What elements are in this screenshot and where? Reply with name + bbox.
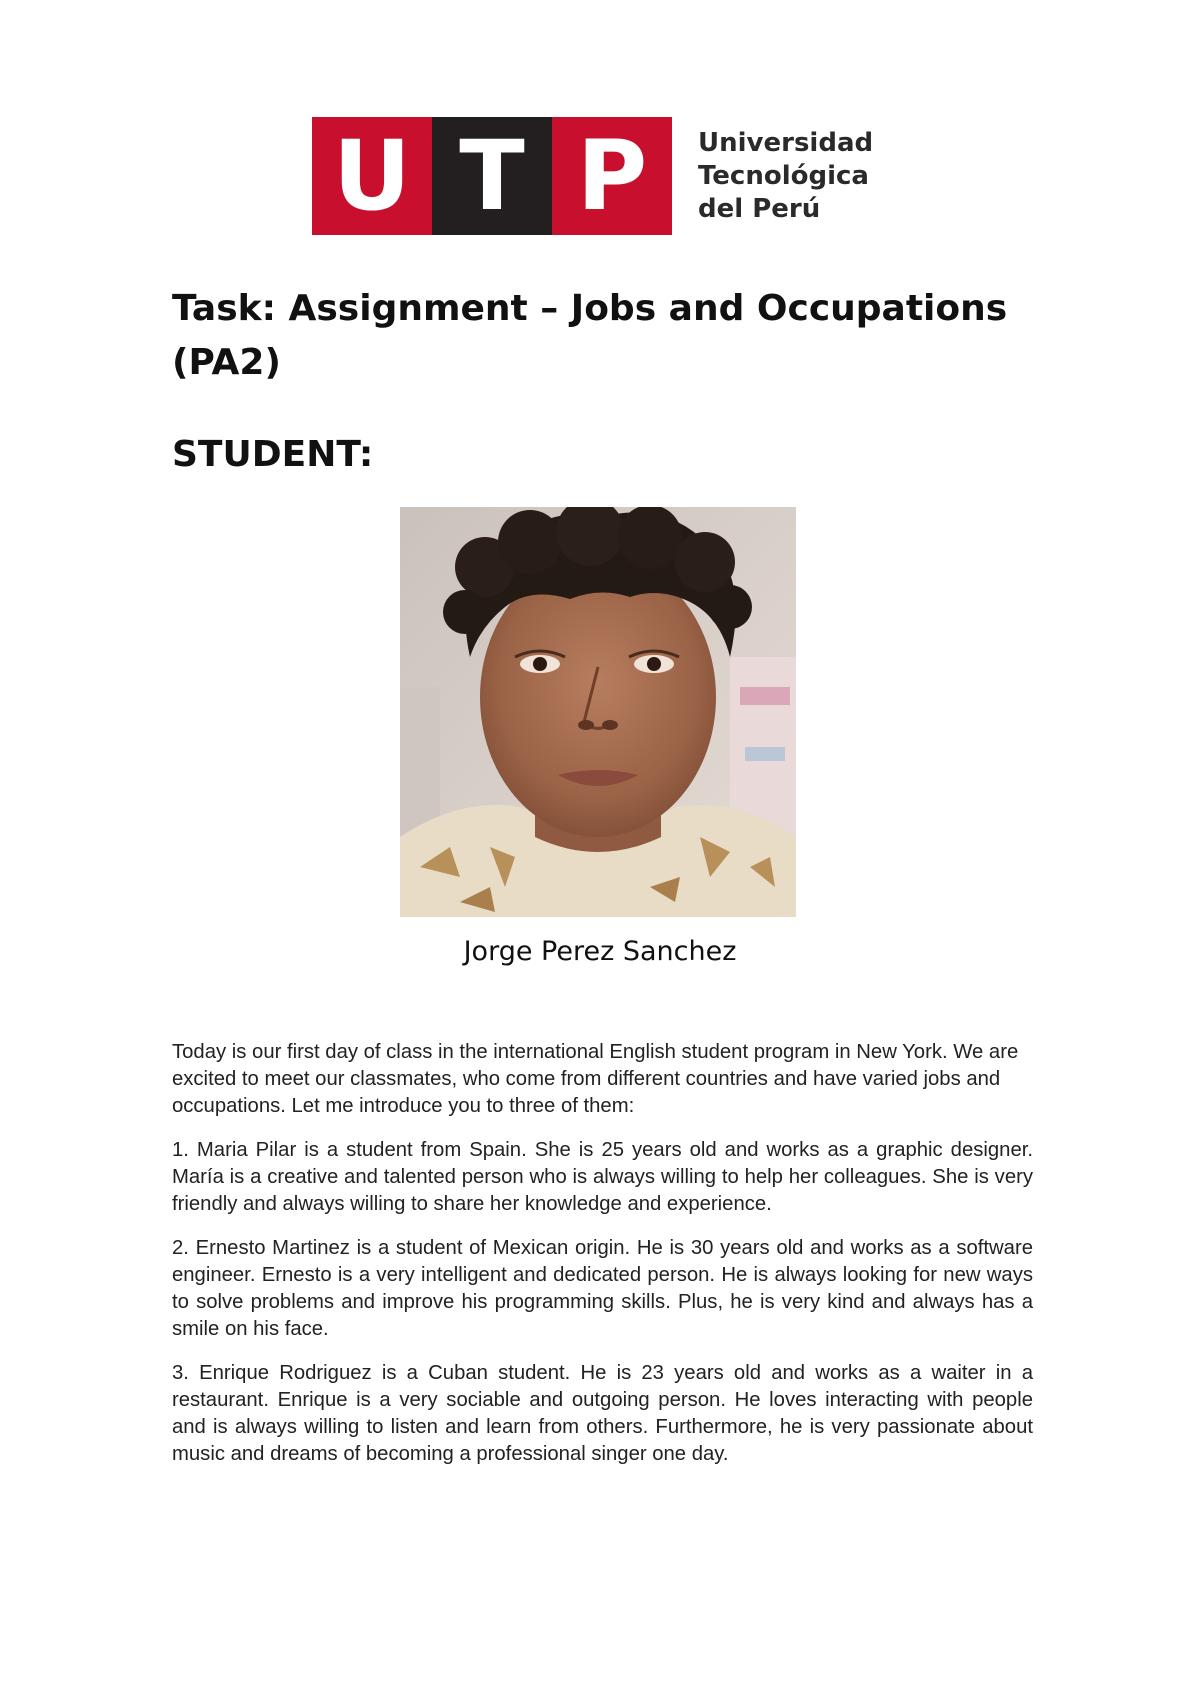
student-label: STUDENT:	[172, 434, 374, 475]
logo-letter-blocks	[312, 117, 672, 235]
student-photo	[400, 507, 796, 917]
student-name: Jorge Perez Sanchez	[463, 936, 737, 967]
logo-letter-u: U	[312, 117, 432, 235]
paragraph-ernesto: 2. Ernesto Martinez is a student of Mexican origin. He is 30 years old and works as a software engineer. Ernesto is a very intelligent and dedicated person. He is always looking for new ways to solve problems and improve his programming skills. Plus, he is very kind and always has a smile on his face.	[172, 1237, 1033, 1340]
logo-line-2: Tecnológica	[698, 160, 869, 191]
logo-line-3: del Perú	[698, 193, 821, 224]
logo-letter-t: T	[432, 117, 552, 235]
logo-line-1: Universidad	[698, 127, 874, 158]
student-photo-illustration	[400, 507, 796, 917]
paragraph-enrique: 3. Enrique Rodriguez is a Cuban student. He is 23 years old and works as a waiter in a restaurant. Enrique is a very sociable and outgoing person. He loves interacting with people and is always willing to listen and learn from others. Furthermore, he is very passionate about music and dreams of becoming a professional singer one day.	[172, 1362, 1033, 1465]
paragraph-maria: 1. Maria Pilar is a student from Spain. She is 25 years old and works as a graphic designer. María is a creative and talented person who is always willing to help her colleagues. She is very friendly and always willing to share her knowledge and experience.	[172, 1139, 1033, 1215]
utp-logo	[312, 117, 873, 235]
document-body	[172, 1039, 1033, 1485]
logo-letter-p: P	[552, 117, 672, 235]
document-title: Task: Assignment – Jobs and Occupations (PA2)	[172, 288, 1008, 383]
logo-university-name	[698, 127, 873, 226]
intro-paragraph: Today is our first day of class in the international English student program in New York. We are excited to meet our classmates, who come from different countries and have varied jobs and occupations. Let me introduce you to three of them:	[172, 1041, 1019, 1117]
